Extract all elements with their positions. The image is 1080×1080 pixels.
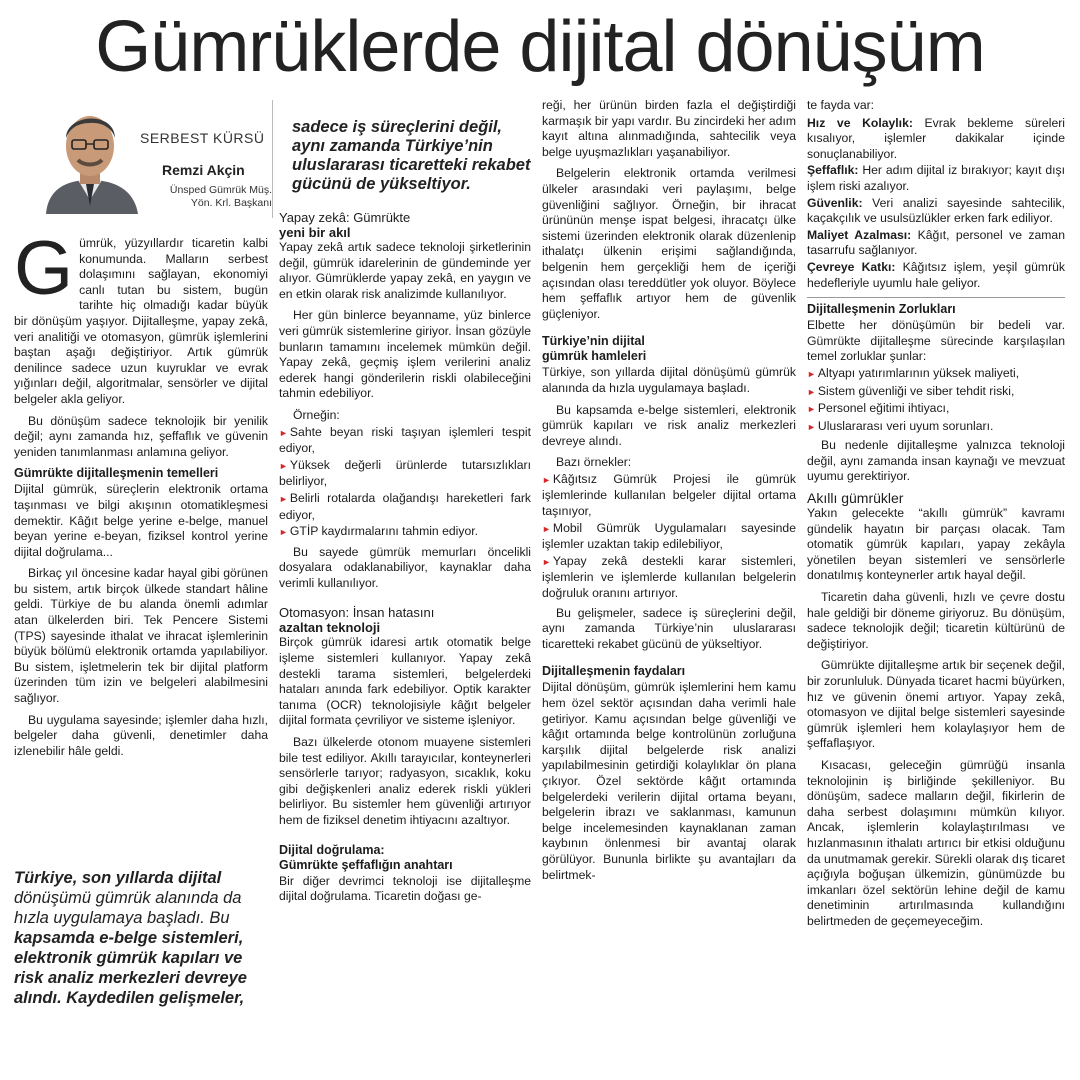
subhead-faydalar: Dijitalleşmenin faydaları xyxy=(542,664,686,679)
subhead-zorluklar: Dijitalleşmenin Zorlukları xyxy=(807,302,956,317)
list-item-text: Sahte beyan riski taşıyan işlemleri tespit ediyor, xyxy=(279,424,531,456)
paragraph: Birçok gümrük idaresi artık otomatik belge işleme sistemleri kullanıyor. Yapay zekâ destekli tarama sistemleri, belgelerdeki hataları anında fark edebiliyor. Optik karakter tanıma (OCR) teknolojisiyle kâğıt belgeler dijital formata çevriliyor ve sisteme işleniyor. xyxy=(279,635,531,728)
paragraph: Bu gelişmeler, sadece iş süreçlerini değil, aynı zamanda Türkiye’nin uluslararası ticaretteki rekabet gücünü de yükseltiyor. xyxy=(542,605,796,651)
subhead-bold: yeni bir akıl xyxy=(279,225,351,240)
subhead-bold: Dijital doğrulama: xyxy=(279,842,385,857)
benefit-label: Şeffaflık: xyxy=(807,163,859,178)
paragraph: Bu dönüşüm sadece teknolojik bir yenilik değil; aynı zamanda hız, şeffaflık ve güvenin yeniden tanımlanması anlamına geliyor. xyxy=(14,413,268,459)
subhead-turkiye xyxy=(542,334,796,364)
benefit-item xyxy=(807,163,1065,194)
list-item xyxy=(807,401,1065,418)
headline: Gümrüklerde dijital dönüşüm xyxy=(95,7,985,87)
benefit-text: Kâğıtsız işlem, yeşil gümrük hedefleriyle uyumlu hale geliyor. xyxy=(807,259,1066,290)
author-role-line: Ünsped Gümrük Müş. xyxy=(169,184,272,196)
list-item-text: Yüksek değerli ürünlerde tutarsızlıkları belirliyor, xyxy=(279,457,531,489)
intro-paragraph xyxy=(14,226,268,408)
benefit-item xyxy=(807,116,1065,163)
column-3 xyxy=(542,98,796,889)
paragraph: Elbette her dönüşümün bir bedeli var. Gümrükte dijitalleşme sürecinde karşılaşılan temel zorluklar şunlar: xyxy=(807,318,1065,364)
pull-quote-bottom xyxy=(14,868,268,1008)
paragraph: Gümrükte dijitalleşme artık bir seçenek değil, bir zorunluluk. Dünyada ticaret hacmi büyürken, hız ve güvenin önemi artıyor. Yapay zekâ, otomasyon ve dijital belge sistemleri sayesinde gümrük işlemleri hem kolaylaşıyor hem de şeffaflaşıyor. xyxy=(807,658,1065,751)
column-4 xyxy=(807,98,1065,936)
subhead-bold: azaltan teknoloji xyxy=(279,620,381,636)
paragraph: Türkiye, son yıllarda dijital dönüşümü gümrük alanında da hızla uygulamaya başladı. xyxy=(542,365,796,395)
paragraph: reği, her ürünün birden fazla el değiştirdiği karmaşık bir yapı vardır. Bu zincirdeki her adım kayıt altına alınmadığında, sahtecilik veya belge uyuşmazlıkları yaşanabiliyor. xyxy=(542,98,796,159)
list-item xyxy=(279,524,531,541)
paragraph: Bu nedenle dijitalleşme yalnızca teknoloji değil, aynı zamanda insan kaynağı ve mevzuat uyumu gerektiriyor. xyxy=(807,438,1065,484)
bullet-icon: ► xyxy=(279,427,288,438)
subhead-light: Yapay zekâ: Gümrükte xyxy=(279,210,411,225)
paragraph: Belgelerin elektronik ortamda verilmesi ülkeler arasındaki veri paylaşımı, belge güvenliğini sağlıyor. Örneğin, bir ihracat ürününün menşe ispat belgesi, ihracatçı ülke sistemi üzerinden elektronik olarak düzenlenip ithalatçı ülkenin erişimi sağlandığında, belgenin hem gerçekliği hem de içeriği açısından olası tereddütler yok oluyor. Böylece hem şeffaflık artıyor hem de güvenlik güçleniyor. xyxy=(542,166,796,321)
paragraph-text: ümrük, yüzyıllardır ticaretin kalbi konumunda. Malların serbest dolaşımını sağlayan, ekonomiyi canlı tutan bu sistem, bugün tarihte hiç olmadığı kadar büyük bir dönüşüm yaşıyor. Dijitalleşme, yapay zekâ, veri analitiği ve otomasyon, gümrük işlemlerini baştan aşağı değiştiriyor. Artık gümrük denilince sadece uzun kuyruklar ve evrak yığınları değil, algoritmalar, sensörler ve dijital belgeler akla geliyor. xyxy=(14,236,268,406)
paragraph: Bir diğer devrimci teknoloji ise dijitalleşme dijital doğrulama. Ticaretin doğası ge- xyxy=(279,873,531,904)
list-item-text: Kâğıtsız Gümrük Projesi ile gümrük işlemlerinde kullanılan belgeler dijital ortama taşınıyor, xyxy=(542,471,796,519)
list-item-text: Yapay zekâ destekli karar sistemleri, işlemlerin ve işlemlerde kullanılan belgelerin doğruluk oranını artırıyor. xyxy=(542,553,796,601)
column-1 xyxy=(14,226,268,765)
benefit-item xyxy=(807,260,1065,291)
bullet-icon: ► xyxy=(542,523,551,534)
paragraph: Bu sayede gümrük memurları öncelikli dosyalara odaklanabiliyor, kaynaklar daha verimli kullanılıyor. xyxy=(279,544,531,590)
bullet-icon: ► xyxy=(807,404,816,415)
list-item xyxy=(279,425,531,457)
benefit-item xyxy=(807,228,1065,259)
bullet-icon: ► xyxy=(542,474,551,485)
paragraph: Bazı örnekler: xyxy=(556,455,632,470)
benefit-item xyxy=(807,196,1065,227)
list-item-text: Altyapı yatırımlarının yüksek maliyeti, xyxy=(817,365,1020,380)
list-item-text: Mobil Gümrük Uygulamaları sayesinde işlemler uzaktan takip edilebiliyor, xyxy=(542,520,796,552)
author-role xyxy=(138,184,272,210)
bullet-icon: ► xyxy=(542,556,551,567)
list-item xyxy=(542,521,796,553)
pull-quote-top: sadece iş süreçlerini değil, aynı zamanda Türkiye’nin uluslararası ticaretteki rekabet gücünü de yükseltiyor. xyxy=(292,118,531,193)
bullet-icon: ► xyxy=(807,421,816,432)
bullet-icon: ► xyxy=(279,527,288,538)
list-item-text: Belirli rotalarda olağandışı hareketleri fark ediyor, xyxy=(279,490,531,522)
pull-quote-bold: kapsamda e-belge sistemleri, elektronik gümrük kapıları ve risk analiz merkezleri devreye alındı. Kaydedilen gelişmeler, xyxy=(14,929,247,1007)
subhead-bold: Türkiye’nin dijital xyxy=(542,334,645,349)
benefit-label: Çevreye Katkı: xyxy=(807,259,896,274)
list-item xyxy=(807,419,1065,436)
list-item xyxy=(807,384,1065,401)
bullet-icon: ► xyxy=(279,493,288,504)
column-2 xyxy=(279,206,531,911)
bullet-icon: ► xyxy=(279,460,288,471)
pull-quote-text: dönüşümü gümrük alanında da hızla uygulamaya başladı. Bu xyxy=(14,889,242,927)
paragraph: Örneğin: xyxy=(293,407,340,422)
bullet-icon: ► xyxy=(807,386,816,397)
list-item xyxy=(807,366,1065,383)
subhead-akilli: Akıllı gümrükler xyxy=(807,490,904,507)
author-photo xyxy=(38,96,142,214)
paragraph: Bazı ülkelerde otonom muayene sistemleri bile test ediliyor. Akıllı tarayıcılar, konteynerleri sensörlerle tarıyor; radyasyon, sıcaklık, koku gibi değişkenleri analiz ederek riskli yükleri belirliyor. Bu sistemler hem güvenliği artırıyor hem de fiziksel denetim ihtiyacını azaltıyor. xyxy=(279,735,531,827)
author-role-line: Yön. Krl. Başkanı xyxy=(190,197,272,209)
subhead-bold: gümrük hamleleri xyxy=(542,349,647,364)
paragraph: Yapay zekâ artık sadece teknoloji şirketlerinin değil, gümrük idarelerinin de gündeminde yer alıyor. Gümrüklerde yapay zekâ, en yaygın ve en etkin olarak risk analizimde kullanılıyor. xyxy=(279,240,531,301)
bullet-icon: ► xyxy=(807,368,816,379)
subhead-temeller: Gümrükte dijitalleşmenin temelleri xyxy=(14,466,219,481)
paragraph: Kısacası, geleceğin gümrüğü insanla teknolojinin iş birliğinde şekilleniyor. Bu dönüşüm, sadece malların değil, fikirlerin de daha serbest dolaşımını mümkün kılıyor. Ancak, işlemlerin kolaylaştırılması ve hızlanmasının ithalatı artırıcı bir etkisi olduğunu da unutmamak gerekir. Sürekli olarak dış ticaret açığıyla boğuşan ülkemizin, günümüzde bu imkanları özel sektörün lehine değil de kamu denetiminin artırılmasında kullandığını belirtmeden de geçemeyeceğim. xyxy=(807,757,1065,928)
paragraph: Dijital dönüşüm, gümrük işlemlerini hem kamu hem özel sektör açısından daha verimli hale getiriyor. Kamu açısından belge güvenliği ve kâğıt ortamında belge kontrolünün zorluğuna karşılık dijital belgelerde risk analizi yapılabilmesinin getirdiği kolaylıklar ön plana çıkıyor. Özel sektörde kâğıt ortamında belgelerdeki verilerin dijital ortama beyanı, belgelerin ibrazı ve saklanması, kamunun belge incelemesinden kaynaklanan zaman kaybının önlenmesi bir avantaj olarak görülüyor. Bununla birlikte şu avantajları da belirtmek- xyxy=(542,680,796,882)
benefit-label: Maliyet Azalması: xyxy=(807,227,912,242)
benefit-text: Veri analizi sayesinde sahtecilik, kaçakçılık ve usulsüzlükler erken fark ediliyor. xyxy=(807,195,1065,226)
byline xyxy=(14,96,274,218)
list-item-text: Uluslararası veri uyum sorunları. xyxy=(817,418,994,433)
list-item xyxy=(279,491,531,523)
paragraph: Ticaretin daha güvenli, hızlı ve çevre dostu hale geldiği bir döneme giriyoruz. Bu dönüşüm, sadece teknolojik değil; ticaretin kültürünü de değiştiriyor. xyxy=(807,590,1065,651)
author-name: Remzi Akçin xyxy=(162,162,245,178)
divider xyxy=(807,297,1065,298)
paragraph: Dijital gümrük, süreçlerin elektronik ortama taşınması ve bilgi akışının otomatikleşmesi demektir. Kâğıt belge yerine e-belge, manuel beyan yerine e-beyan, fiziksel kontrol yerine dijital doğrulama... xyxy=(14,482,268,559)
benefit-text: Kâğıt, personel ve zaman tasarrufu sağlanıyor. xyxy=(807,227,1065,258)
column-divider xyxy=(272,100,273,218)
subhead-light: Otomasyon: İnsan hatasını xyxy=(279,605,435,621)
benefit-label: Hız ve Kolaylık: xyxy=(807,115,913,130)
list-item-text: Sistem güvenliği ve siber tehdit riski, xyxy=(817,383,1015,398)
benefit-text: Her adım dijital iz bırakıyor; kayıt dışı işlem riski azalıyor. xyxy=(807,163,1065,193)
subhead-bold: Gümrükte şeffaflığın anahtarı xyxy=(279,857,453,872)
benefit-text: Evrak bekleme süreleri kısalıyor, işlemler dakikalar içinde sonuçlanabiliyor. xyxy=(807,115,1065,161)
list-item-text: GTİP kaydırmalarını tahmin ediyor. xyxy=(289,524,479,539)
list-item xyxy=(279,458,531,490)
subhead-dijital-dogrulama xyxy=(279,843,531,873)
paragraph: Bu kapsamda e-belge sistemleri, elektronik gümrük kapıları ve risk analiz merkezleri devreye alındı. xyxy=(542,402,796,448)
subhead-otomasyon xyxy=(279,605,531,635)
list-item-text: Personel eğitimi ihtiyacı, xyxy=(817,401,950,416)
benefit-label: Güvenlik: xyxy=(807,195,863,210)
pull-quote-bold: Türkiye, son yıllarda dijital xyxy=(14,869,222,887)
paragraph: Yakın gelecekte “akıllı gümrük” kavramı gündelik hayatın bir parçası olacak. Tam otomatik gümrük kapıları, yapay zekâyla yönetilen beyan sistemleri ve sensörlerle donatılmış konteynerler artık hayal değil. xyxy=(807,506,1065,583)
paragraph: Birkaç yıl öncesine kadar hayal gibi görünen bu sistem, artık birçok ülkede standart hâline geldi. Türkiye de bu alanda önemli adımlar atan ülkelerden biri. Tek Pencere Sistemi (TPS) sayesinde ithalat ve ihracat işlemlerinin büyük bölümü elektronik ortamda yapılabiliyor. Bu sistem, işletmelerin tek bir dijital platform üzerinden tüm izin ve belgeleri alabilmesini sağlıyor. xyxy=(14,566,268,706)
section-kicker: SERBEST KÜRSÜ xyxy=(140,130,265,146)
subhead-yapay-zeka xyxy=(279,210,531,240)
paragraph: Her gün binlerce beyanname, yüz binlerce veri gümrük sistemlerine giriyor. İnsan gözüyle bunların tamamını incelemek mümkün değil. Yapay zekâ, geçmiş işlem verilerini analiz ederek hangi gönderilerin riskli olabileceğini tahmin edebiliyor. xyxy=(279,308,531,401)
list-item xyxy=(542,472,796,520)
paragraph: Bu uygulama sayesinde; işlemler daha hızlı, belgeler daha güvenli, denetimler daha izlenebilir hâle geldi. xyxy=(14,712,268,758)
drop-cap: G xyxy=(14,226,74,311)
paragraph: te fayda var: xyxy=(807,98,875,112)
list-item xyxy=(542,554,796,602)
